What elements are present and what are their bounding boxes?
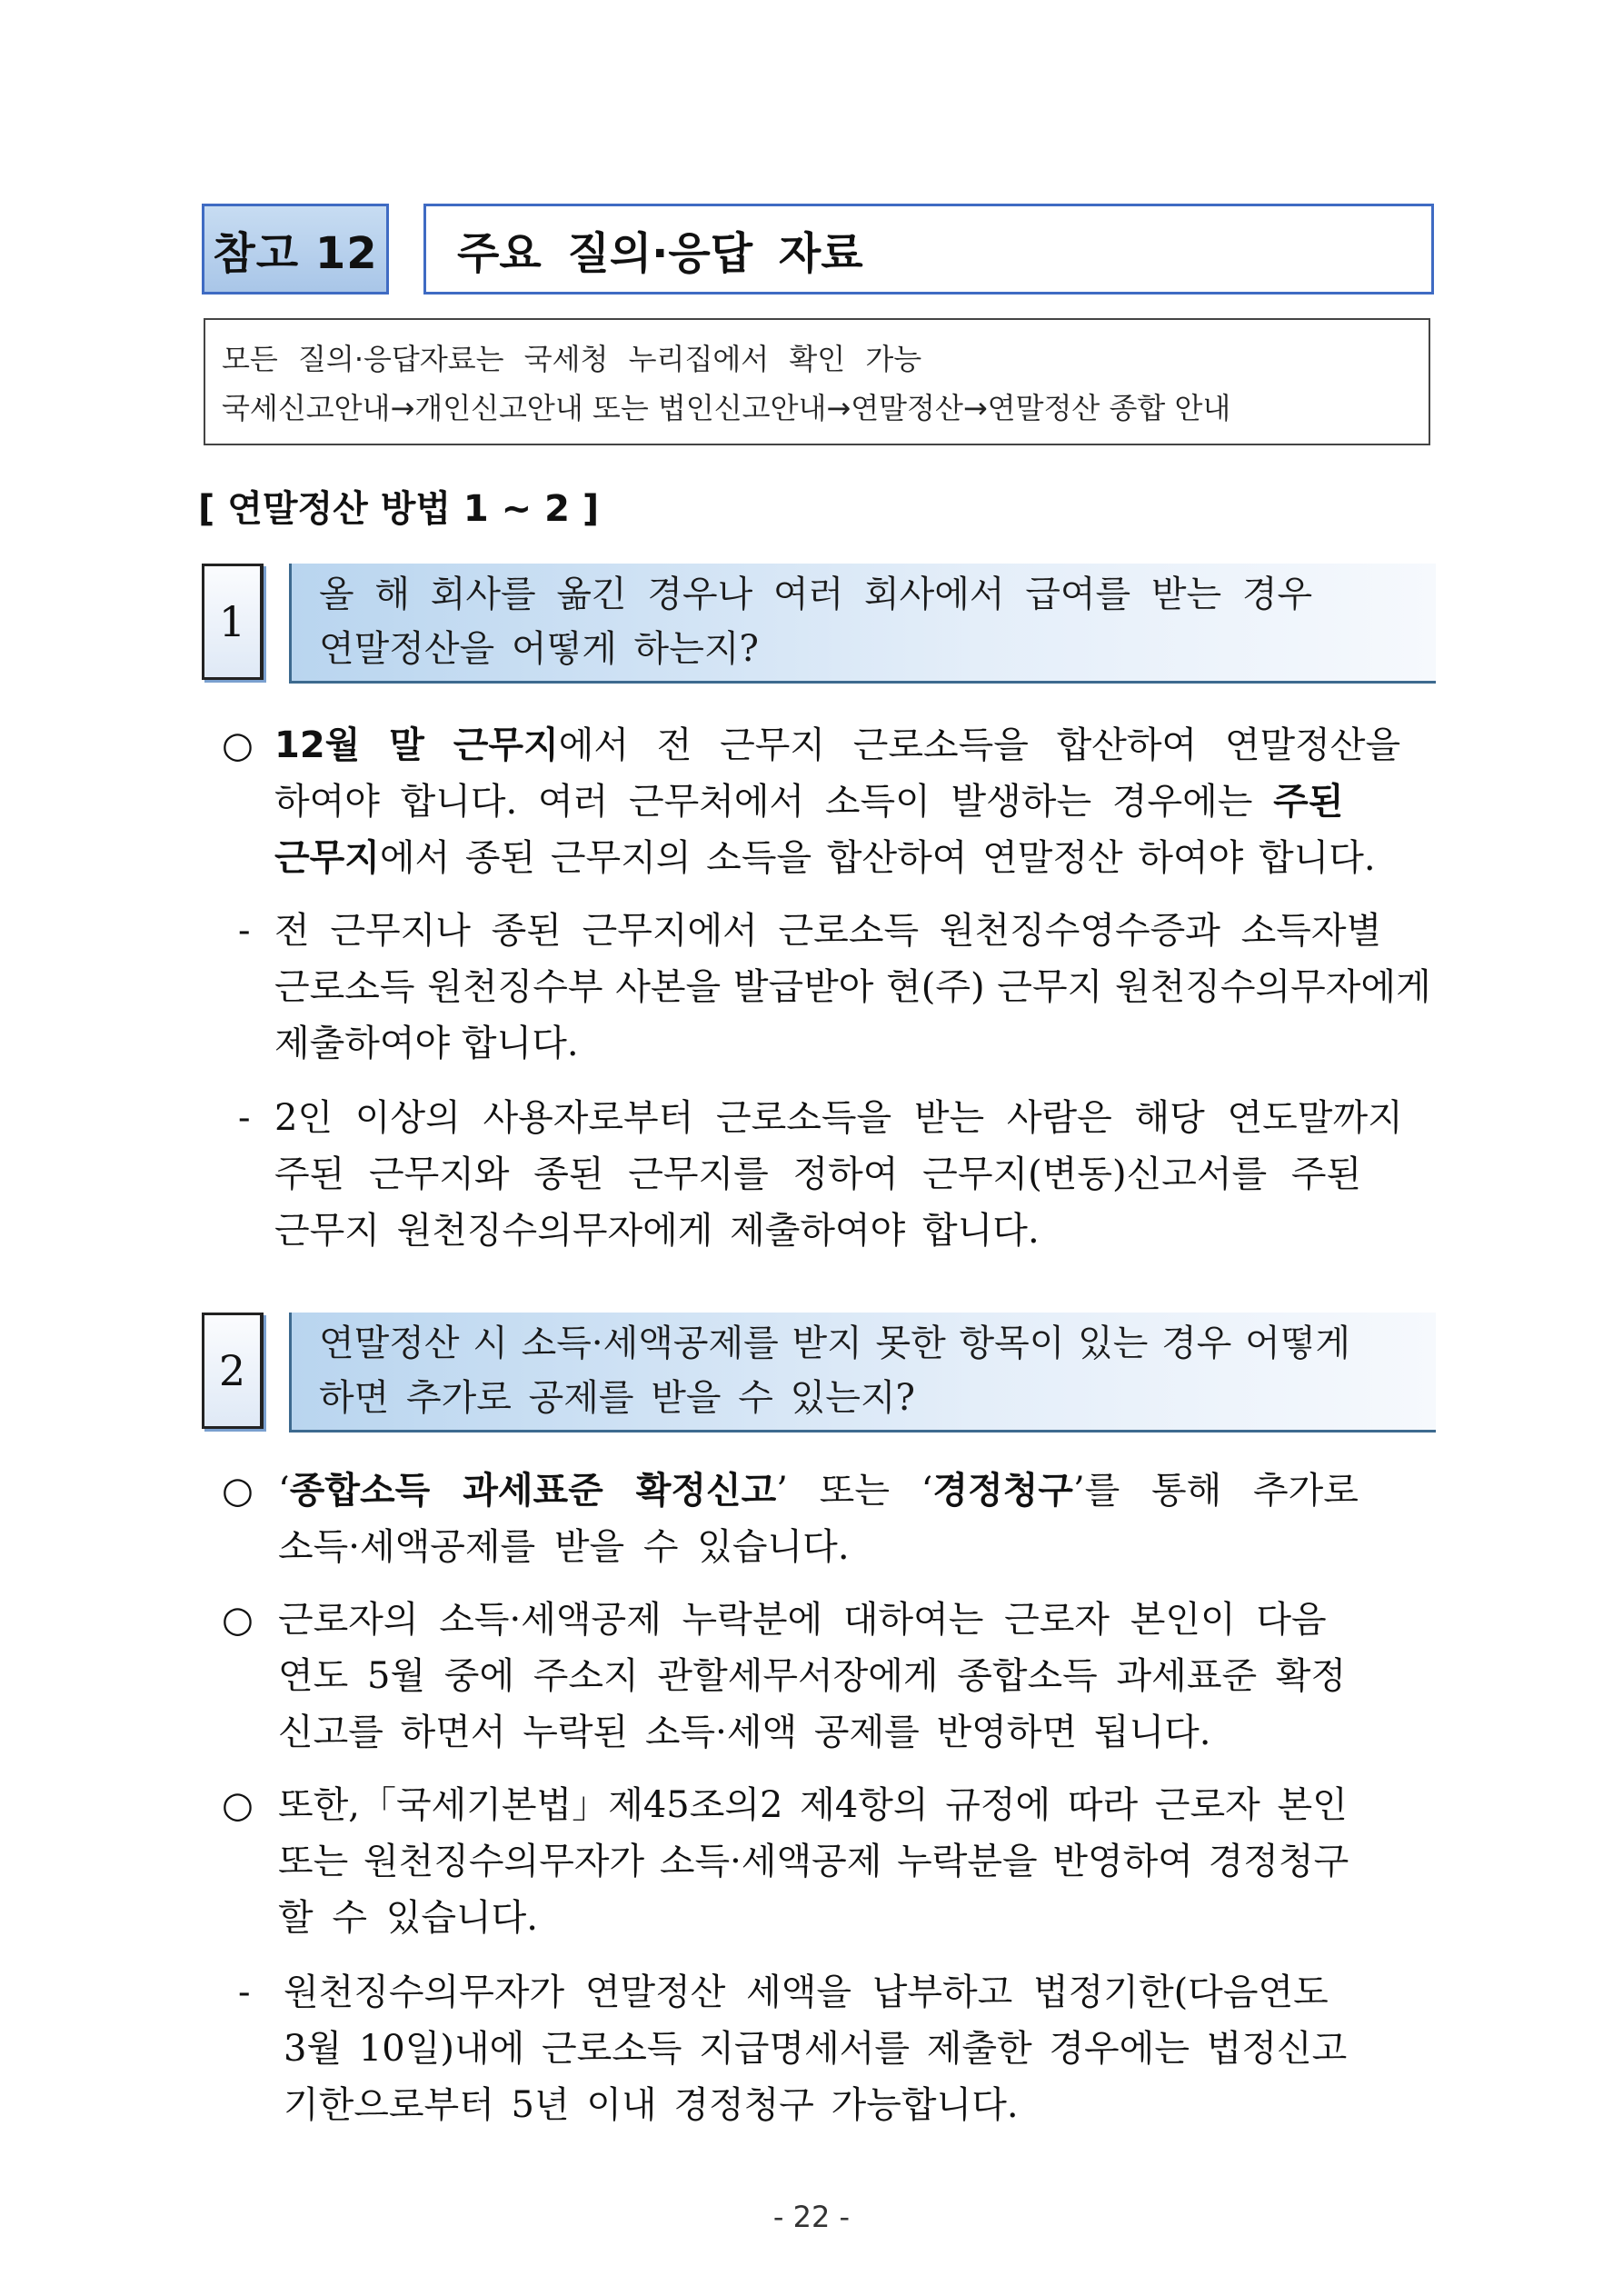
answer-2-b3-line-1: 또한,「국세기본법」제45조의2 제4항의 규정에 따라 근로자 본인 <box>278 1784 1348 1826</box>
bold-text: 주된 <box>1273 781 1344 823</box>
answer-1-detail-1-line-2: 근로소득 원천징수부 사본을 발급받아 현(주) 근무지 원천징수의무자에게 <box>274 966 1431 1008</box>
answer-2-b2-line-2: 연도 5월 중에 주소지 관할세무서장에게 종합소득 과세표준 확정 <box>278 1655 1347 1697</box>
answer-2-b2-line-3: 신고를 하면서 누락된 소득·세액 공제를 반영하면 됩니다. <box>278 1712 1211 1753</box>
bullet-circle: ○ <box>222 1599 254 1641</box>
answer-1-line-3: 근무지에서 종된 근무지의 소득을 합산하여 연말정산 하여야 합니다. <box>274 837 1376 879</box>
answer-1-detail-1-line-3: 제출하여야 합니다. <box>274 1023 579 1064</box>
question-1-line-2: 연말정산을 어떻게 하는지? <box>319 628 759 670</box>
dash-marker: - <box>238 1097 251 1139</box>
answer-2-detail-line-3: 기한으로부터 5년 이내 경정청구 가능합니다. <box>284 2084 1019 2126</box>
reference-label: 참고 12 <box>213 227 378 279</box>
answer-1-line-2: 하여야 합니다. 여러 근무처에서 소득이 발생하는 경우에는 주된 <box>274 781 1344 823</box>
answer-2-line-1: ‘종합소득 과세표준 확정신고’ 또는 ‘경정청구’를 통해 추가로 <box>278 1470 1359 1512</box>
answer-1-detail-1-line-1: 전 근무지나 종된 근무지에서 근로소득 원천징수영수증과 소득자별 <box>274 910 1382 952</box>
section-heading: [ 연말정산 방법 1 ~ 2 ] <box>198 488 600 530</box>
answer-1-line-1: 12월 말 근무지에서 전 근무지 근로소득을 합산하여 연말정산을 <box>274 724 1401 766</box>
question-number-1: 1 <box>202 564 264 680</box>
answer-1-detail-2-line-3: 근무지 원천징수의무자에게 제출하여야 합니다. <box>274 1210 1040 1252</box>
page-number: - 22 - <box>772 2200 851 2234</box>
answer-1-detail-2-line-1: 2인 이상의 사용자로부터 근로소득을 받는 사람은 해당 연도말까지 <box>274 1097 1403 1139</box>
bold-text: 경정청구 <box>932 1470 1073 1512</box>
bold-text: 근무지 <box>274 837 380 879</box>
info-line-2: 국세신고안내→개인신고안내 또는 법인신고안내→연말정산→연말정산 종합 안내 <box>222 391 1231 425</box>
answer-2-b2-line-1: 근로자의 소득·세액공제 누락분에 대하여는 근로자 본인이 다음 <box>278 1599 1327 1641</box>
question-2-line-1: 연말정산 시 소득·세액공제를 받지 못한 항목이 있는 경우 어떻게 <box>319 1323 1351 1364</box>
answer-2-b3-line-2: 또는 원천징수의무자가 소득·세액공제 누락분을 반영하여 경정청구 <box>278 1841 1349 1882</box>
page-title: 주요 질의·응답 자료 <box>457 227 863 279</box>
question-1-line-1: 올 해 회사를 옮긴 경우나 여러 회사에서 급여를 받는 경우 <box>319 574 1313 615</box>
dash-marker: - <box>238 1972 251 2013</box>
answer-2-line-2: 소득·세액공제를 받을 수 있습니다. <box>278 1526 850 1568</box>
reference-label-box <box>202 204 389 294</box>
answer-2-detail-line-2: 3월 10일)내에 근로소득 지급명세서를 제출한 경우에는 법정신고 <box>284 2028 1348 2070</box>
question-number-2: 2 <box>202 1313 264 1429</box>
info-line-1: 모든 질의·응답자료는 국세청 누리집에서 확인 가능 <box>222 342 922 376</box>
question-2-line-2: 하면 추가로 공제를 받을 수 있는지? <box>319 1377 915 1419</box>
reference-title-box <box>423 204 1434 294</box>
bold-text: 12월 말 근무지 <box>274 724 559 766</box>
answer-2-b3-line-3: 할 수 있습니다. <box>278 1897 538 1939</box>
answer-2-detail-line-1: 원천징수의무자가 연말정산 세액을 납부하고 법정기한(다음연도 <box>284 1972 1329 2013</box>
info-box <box>204 318 1430 445</box>
bullet-circle: ○ <box>222 1784 254 1826</box>
question-1-box <box>289 564 1436 684</box>
question-2-box <box>289 1313 1436 1433</box>
dash-marker: - <box>238 910 251 952</box>
bullet-circle: ○ <box>222 724 254 766</box>
answer-1-detail-2-line-2: 주된 근무지와 종된 근무지를 정하여 근무지(변동)신고서를 주된 <box>274 1153 1362 1195</box>
bullet-circle: ○ <box>222 1470 254 1512</box>
bold-text: 종합소득 과세표준 확정신고 <box>289 1470 777 1512</box>
